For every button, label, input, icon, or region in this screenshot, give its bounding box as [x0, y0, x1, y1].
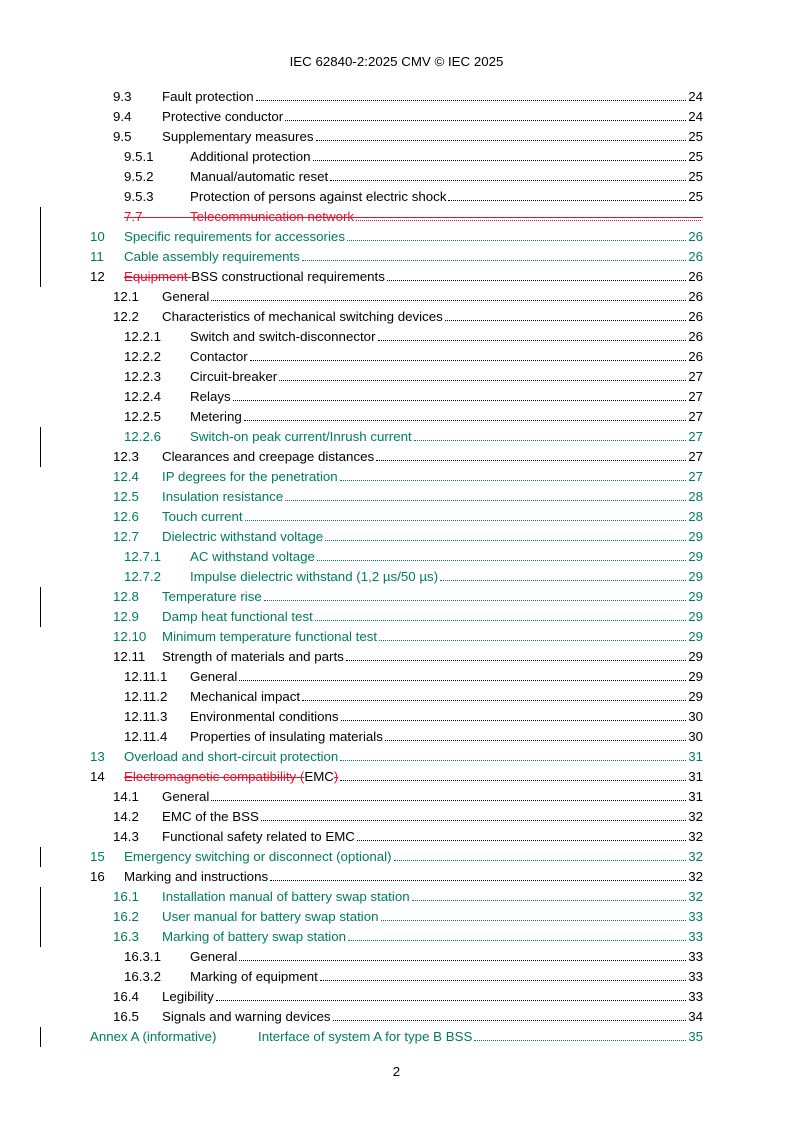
toc-entry-title: [124, 767, 338, 787]
toc-entry-number: 12.2.1: [124, 329, 161, 344]
text-segment: EMC: [304, 769, 334, 784]
toc-entry-title: [162, 1007, 331, 1027]
toc-entry: [90, 187, 703, 207]
toc-page-number: 33: [688, 989, 703, 1004]
toc-entry: [90, 627, 703, 647]
dot-leader: [211, 800, 686, 801]
toc-entry: [90, 347, 703, 367]
toc-entry-number: 9.3: [113, 89, 132, 104]
dot-leader: [270, 880, 686, 881]
text-segment: Metering: [190, 409, 242, 424]
dot-leader: [414, 440, 686, 441]
toc-page-number: 27: [688, 429, 703, 444]
toc-entry-number: 10: [90, 229, 105, 244]
dot-leader: [379, 640, 686, 641]
toc-entry-title: [190, 207, 354, 227]
dot-leader: [357, 840, 686, 841]
text-segment: General: [190, 669, 238, 684]
toc-entry: [90, 367, 703, 387]
toc-entry-number: 12.7.1: [124, 549, 161, 564]
toc-entry-number: 12.7.2: [124, 569, 161, 584]
page-number-footer: 2: [392, 1064, 401, 1079]
page-header-title: IEC 62840-2:2025 CMV © IEC 2025: [289, 54, 504, 69]
toc-entry: [90, 587, 703, 607]
toc-page-number: 31: [688, 769, 703, 784]
toc-entry: [90, 907, 703, 927]
toc-entry-title: [190, 727, 383, 747]
toc-page-number: 29: [688, 549, 703, 564]
toc-page-number: 33: [688, 909, 703, 924]
toc-entry-title: [190, 327, 376, 347]
toc-entry: [90, 407, 703, 427]
dot-leader: [385, 740, 686, 741]
toc-entry: [90, 927, 703, 947]
toc-entry: [90, 167, 703, 187]
text-segment: Temperature rise: [162, 589, 262, 604]
toc-entry: [90, 1007, 703, 1027]
dot-leader: [325, 540, 686, 541]
text-segment: Legibility: [162, 989, 214, 1004]
toc-page-number: 29: [688, 589, 703, 604]
toc-entry: [90, 867, 703, 887]
toc-page-number: 29: [688, 569, 703, 584]
toc-page-number: 28: [688, 509, 703, 524]
toc-entry-number: 14.3: [113, 829, 139, 844]
toc-entry: [90, 887, 703, 907]
dot-leader: [317, 560, 686, 561]
dot-leader: [302, 260, 686, 261]
toc-page-number: 25: [688, 189, 703, 204]
text-segment: Additional protection: [190, 149, 311, 164]
dot-leader: [216, 1000, 686, 1001]
toc-entry-number: 12.10: [113, 629, 147, 644]
toc-entry-title: [162, 107, 283, 127]
dot-leader: [340, 760, 686, 761]
toc-entry: [90, 247, 703, 267]
toc-entry-title: [162, 87, 254, 107]
toc-entry-number: 12.3: [113, 449, 139, 464]
dot-leader: [412, 900, 687, 901]
toc-entry-number: 12: [90, 269, 105, 284]
text-segment: Manual/automatic reset: [190, 169, 329, 184]
toc-entry-title: [190, 427, 412, 447]
text-segment: Relays: [190, 389, 231, 404]
toc-entry-title: [124, 247, 300, 267]
dot-leader: [264, 600, 686, 601]
toc-entry-number: 16: [90, 869, 105, 884]
dot-leader: [256, 100, 687, 101]
dot-leader: [394, 860, 687, 861]
toc-entry-title: [162, 587, 262, 607]
toc-page-number: 26: [688, 229, 703, 244]
toc-entry: [90, 287, 703, 307]
toc-entry-title: [162, 447, 374, 467]
dot-leader: [244, 420, 686, 421]
toc-entry-title: [162, 987, 214, 1007]
toc-entry: [90, 967, 703, 987]
toc-entry: [90, 127, 703, 147]
dot-leader: [448, 200, 686, 201]
dot-leader: [445, 320, 686, 321]
toc-entry-title: [190, 967, 318, 987]
text-segment: Damp heat functional test: [162, 609, 313, 624]
toc-entry-number: 15: [90, 849, 105, 864]
toc-page-number: 29: [688, 649, 703, 664]
table-of-contents: [90, 87, 703, 1047]
toc-entry-number: 16.3: [113, 929, 139, 944]
toc-page-number: 32: [688, 889, 703, 904]
toc-entry: [90, 507, 703, 527]
text-segment: IP degrees for the penetration: [162, 469, 338, 484]
text-segment: AC withstand voltage: [190, 549, 315, 564]
toc-entry-number: 12.9: [113, 609, 139, 624]
toc-entry-title: [162, 807, 259, 827]
text-segment: User manual for battery swap station: [162, 909, 379, 924]
toc-entry: [90, 447, 703, 467]
text-segment: Dielectric withstand voltage: [162, 529, 324, 544]
toc-entry: [90, 787, 703, 807]
toc-entry: [90, 807, 703, 827]
text-segment: Characteristics of mechanical switching devices: [162, 309, 443, 324]
text-segment: Contactor: [190, 349, 248, 364]
toc-entry-number: 9.5.3: [124, 189, 154, 204]
toc-entry: [90, 327, 703, 347]
toc-entry-title: [190, 387, 231, 407]
toc-entry: [90, 847, 703, 867]
toc-page-number: 28: [688, 489, 703, 504]
toc-entry-number: 13: [90, 749, 105, 764]
text-segment: Emergency switching or disconnect (optional): [124, 849, 392, 864]
toc-entry-number: 7.7: [124, 209, 143, 224]
text-segment: Touch current: [162, 509, 243, 524]
deleted-text-segment: ): [333, 769, 339, 784]
toc-entry-title: [162, 627, 377, 647]
toc-page-number: 27: [688, 389, 703, 404]
text-segment: Functional safety related to EMC: [162, 829, 355, 844]
text-segment: Marking of battery swap station: [162, 929, 347, 944]
text-segment: Switch-on peak current/Inrush current: [190, 429, 412, 444]
toc-entry-title: [190, 687, 300, 707]
toc-page-number: 26: [688, 269, 703, 284]
toc-entry-title: [162, 927, 346, 947]
toc-page-number: 26: [688, 329, 703, 344]
toc-page-number: 25: [688, 149, 703, 164]
toc-entry-number: 12.2.5: [124, 409, 161, 424]
toc-entry-title: [124, 267, 385, 287]
toc-entry-number: 9.4: [113, 109, 132, 124]
toc-entry-number: 12.6: [113, 509, 139, 524]
text-segment: Impulse dielectric withstand (1,2 µs/50 µs): [190, 569, 439, 584]
toc-page-number: 26: [688, 309, 703, 324]
toc-entry: [90, 707, 703, 727]
toc-entry-title: [162, 607, 313, 627]
toc-page-number: 26: [688, 249, 703, 264]
toc-entry-number: 12.11.3: [124, 709, 168, 724]
toc-entry-number: 12.2: [113, 309, 139, 324]
toc-entry-number: 12.5: [113, 489, 139, 504]
deleted-text-segment: Electromagnetic compatibility (: [124, 769, 305, 784]
dot-leader: [239, 680, 686, 681]
toc-entry: [90, 307, 703, 327]
toc-entry: [90, 527, 703, 547]
toc-entry-number: 12.4: [113, 469, 139, 484]
dot-leader: [285, 120, 686, 121]
toc-entry-title: [162, 647, 344, 667]
text-segment: Mechanical impact: [190, 689, 301, 704]
toc-entry: [90, 207, 703, 227]
toc-entry-title: [162, 827, 355, 847]
toc-entry: [90, 1027, 703, 1047]
toc-page-number: 34: [688, 1009, 703, 1024]
text-segment: Protection of persons against electric shock: [190, 189, 447, 204]
toc-entry-title: [162, 507, 243, 527]
toc-entry-number: 16.4: [113, 989, 139, 1004]
toc-page-number: 27: [688, 409, 703, 424]
text-segment: Telecommunication network: [190, 209, 355, 224]
text-segment: General: [162, 289, 210, 304]
toc-entry-number: 14: [90, 769, 105, 784]
toc-entry-number: 14.1: [113, 789, 139, 804]
toc-page-number: 29: [688, 669, 703, 684]
toc-entry-title: [190, 407, 242, 427]
toc-entry-number: 16.3.1: [124, 949, 161, 964]
toc-entry: [90, 547, 703, 567]
toc-entry-number: 16.5: [113, 1009, 139, 1024]
toc-entry-title: [124, 847, 392, 867]
toc-entry: [90, 687, 703, 707]
toc-entry: [90, 227, 703, 247]
toc-entry: [90, 827, 703, 847]
dot-leader: [356, 220, 701, 221]
toc-page-number: 29: [688, 609, 703, 624]
dot-leader: [330, 180, 686, 181]
toc-entry: [90, 487, 703, 507]
text-segment: Overload and short-circuit protection: [124, 749, 339, 764]
toc-entry: [90, 947, 703, 967]
dot-leader: [333, 1020, 687, 1021]
dot-leader: [340, 780, 686, 781]
text-segment: Interface of system A for type B BSS: [258, 1029, 473, 1044]
toc-entry-number: 12.11.2: [124, 689, 168, 704]
toc-entry: [90, 107, 703, 127]
toc-page-number: 33: [688, 949, 703, 964]
dot-leader: [239, 960, 686, 961]
toc-entry-title: [190, 707, 339, 727]
toc-entry-number: 12.11.4: [124, 729, 168, 744]
toc-entry-title: [162, 787, 209, 807]
toc-entry-title: [162, 127, 314, 147]
toc-page-number: 27: [688, 449, 703, 464]
toc-entry-number: 12.2.3: [124, 369, 161, 384]
toc-entry-number: 12.2.4: [124, 389, 161, 404]
toc-entry-number: 12.11: [113, 649, 146, 664]
dot-leader: [285, 500, 686, 501]
text-segment: Cable assembly requirements: [124, 249, 300, 264]
dot-leader: [440, 580, 686, 581]
toc-page-number: 29: [688, 629, 703, 644]
toc-page-number: 33: [688, 969, 703, 984]
toc-page-number: 24: [688, 109, 703, 124]
toc-entry-number: 12.2.6: [124, 429, 161, 444]
toc-entry-number: 9.5.1: [124, 149, 154, 164]
toc-entry-title: [162, 307, 443, 327]
toc-entry-title: [190, 147, 311, 167]
text-segment: Switch and switch-disconnector: [190, 329, 376, 344]
toc-entry-title: [162, 527, 323, 547]
dot-leader: [376, 460, 686, 461]
toc-entry-title: [190, 567, 438, 587]
text-segment: Environmental conditions: [190, 709, 339, 724]
toc-entry: [90, 387, 703, 407]
toc-entry-number: 12.1: [113, 289, 139, 304]
toc-page-number: 32: [688, 869, 703, 884]
text-segment: Strength of materials and parts: [162, 649, 344, 664]
text-segment: Clearances and creepage distances: [162, 449, 375, 464]
dot-leader: [340, 480, 687, 481]
text-segment: Insulation resistance: [162, 489, 284, 504]
text-segment: Properties of insulating materials: [190, 729, 383, 744]
text-segment: EMC of the BSS: [162, 809, 259, 824]
text-segment: Minimum temperature functional test: [162, 629, 378, 644]
toc-page-number: 35: [688, 1029, 703, 1044]
toc-entry-title: [162, 467, 338, 487]
toc-entry-number: 9.5: [113, 129, 132, 144]
toc-page-number: 25: [688, 129, 703, 144]
toc-entry: [90, 647, 703, 667]
text-segment: General: [190, 949, 238, 964]
toc-entry-title: [190, 167, 328, 187]
toc-entry-number: 11: [90, 249, 104, 264]
deleted-text-segment: Equipment: [124, 269, 192, 284]
dot-leader: [346, 660, 686, 661]
toc-page-number: 29: [688, 689, 703, 704]
text-segment: Protective conductor: [162, 109, 284, 124]
toc-page-number: 27: [688, 469, 703, 484]
dot-leader: [381, 920, 687, 921]
toc-entry-title: [190, 347, 248, 367]
toc-entry-number: 12.11.1: [124, 669, 168, 684]
toc-page-number: 32: [688, 809, 703, 824]
dot-leader: [341, 720, 687, 721]
toc-entry-number: 12.7: [113, 529, 139, 544]
toc-entry-title: [162, 887, 410, 907]
toc-entry-number: 14.2: [113, 809, 139, 824]
toc-entry-number: 12.2.2: [124, 349, 161, 364]
toc-page-number: 32: [688, 829, 703, 844]
dot-leader: [378, 340, 687, 341]
text-segment: Signals and warning devices: [162, 1009, 331, 1024]
toc-entry: [90, 667, 703, 687]
dot-leader: [261, 820, 686, 821]
toc-entry-title: [162, 907, 379, 927]
toc-entry-title: [124, 867, 268, 887]
toc-page-number: 29: [688, 529, 703, 544]
toc-entry-title: [190, 667, 237, 687]
toc-entry-title: [258, 1027, 472, 1047]
toc-entry: [90, 567, 703, 587]
text-segment: BSS constructional requirements: [191, 269, 385, 284]
dot-leader: [313, 160, 687, 161]
toc-entry-title: [190, 187, 446, 207]
text-segment: Marking and instructions: [124, 869, 269, 884]
toc-page-number: 26: [688, 349, 703, 364]
toc-page-number: 24: [688, 89, 703, 104]
toc-entry: [90, 747, 703, 767]
dot-leader: [211, 300, 686, 301]
toc-page-number: 32: [688, 849, 703, 864]
dot-leader: [474, 1040, 686, 1041]
toc-entry: [90, 607, 703, 627]
toc-page-number: 30: [688, 729, 703, 744]
dot-leader: [316, 140, 687, 141]
toc-entry-title: [124, 227, 345, 247]
toc-entry-title: [124, 747, 338, 767]
toc-entry: [90, 427, 703, 447]
text-segment: Fault protection: [162, 89, 254, 104]
dot-leader: [233, 400, 687, 401]
toc-entry-title: [162, 287, 209, 307]
toc-page-number: 27: [688, 369, 703, 384]
toc-entry-number: Annex A (informative): [90, 1029, 217, 1044]
text-segment: Installation manual of battery swap station: [162, 889, 410, 904]
toc-entry: [90, 767, 703, 787]
toc-entry: [90, 987, 703, 1007]
toc-page-number: 26: [688, 289, 703, 304]
dot-leader: [245, 520, 687, 521]
toc-page-number: 30: [688, 709, 703, 724]
toc-entry-number: 12.8: [113, 589, 139, 604]
text-segment: Supplementary measures: [162, 129, 314, 144]
text-segment: Marking of equipment: [190, 969, 318, 984]
dot-leader: [250, 360, 687, 361]
toc-entry-title: [162, 487, 283, 507]
toc-entry: [90, 267, 703, 287]
toc-entry: [90, 467, 703, 487]
dot-leader: [279, 380, 686, 381]
dot-leader: [347, 240, 686, 241]
toc-entry-number: 16.1: [113, 889, 139, 904]
toc-entry-number: 9.5.2: [124, 169, 154, 184]
toc-page-number: 31: [688, 789, 703, 804]
toc-page-number: 33: [688, 929, 703, 944]
toc-entry: [90, 87, 703, 107]
toc-entry-number: 16.2: [113, 909, 139, 924]
toc-entry-title: [190, 547, 315, 567]
toc-page-number: 31: [688, 749, 703, 764]
toc-entry: [90, 147, 703, 167]
dot-leader: [348, 940, 686, 941]
dot-leader: [315, 620, 686, 621]
text-segment: General: [162, 789, 210, 804]
dot-leader: [387, 280, 686, 281]
dot-leader: [302, 700, 686, 701]
toc-entry-number: 16.3.2: [124, 969, 161, 984]
dot-leader: [320, 980, 686, 981]
toc-entry: [90, 727, 703, 747]
toc-entry-title: [190, 367, 277, 387]
toc-entry-title: [190, 947, 237, 967]
text-segment: Specific requirements for accessories: [124, 229, 345, 244]
toc-page-number: 25: [688, 169, 703, 184]
text-segment: Circuit-breaker: [190, 369, 278, 384]
